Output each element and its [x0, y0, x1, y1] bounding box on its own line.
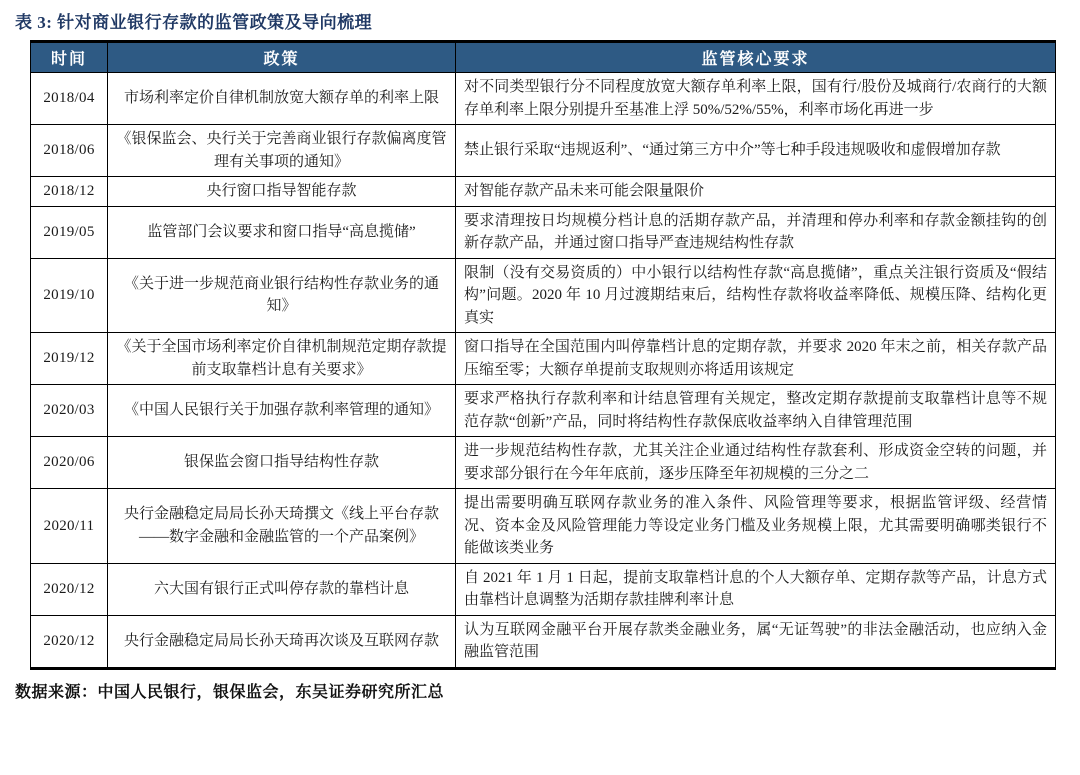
cell-requirement: 提出需要明确互联网存款业务的准入条件、风险管理等要求，根据监管评级、经营情况、资本金及风险管理能力等设定业务门槛及业务规模上限，尤其需要明确哪类银行不能做该类业务: [456, 489, 1056, 564]
cell-policy: 市场利率定价自律机制放宽大额存单的利率上限: [108, 73, 456, 125]
table-row: [31, 563, 1056, 615]
col-header-policy: 政策: [108, 42, 456, 73]
table-row: [31, 73, 1056, 125]
cell-requirement: 对不同类型银行分不同程度放宽大额存单利率上限，国有行/股份及城商行/农商行的大额存单利率上限分别提升至基准上浮 50%/52%/55%，利率市场化再进一步: [456, 73, 1056, 125]
cell-date: 2020/12: [31, 615, 108, 668]
header-row: [31, 42, 1056, 73]
cell-date: 2020/06: [31, 437, 108, 489]
cell-policy: 央行窗口指导智能存款: [108, 177, 456, 207]
cell-policy: 央行金融稳定局局长孙天琦再次谈及互联网存款: [108, 615, 456, 668]
cell-date: 2020/03: [31, 385, 108, 437]
cell-requirement: 窗口指导在全国范围内叫停靠档计息的定期存款，并要求 2020 年末之前，相关存款产品压缩至零；大额存单提前支取规则亦将适用该规定: [456, 333, 1056, 385]
table-row: [31, 206, 1056, 258]
table-row: [31, 258, 1056, 333]
cell-requirement: 要求严格执行存款利率和计结息管理有关规定，整改定期存款提前支取靠档计息等不规范存款“创新”产品，同时将结构性存款保底收益率纳入自律管理范围: [456, 385, 1056, 437]
cell-date: 2019/05: [31, 206, 108, 258]
cell-date: 2019/12: [31, 333, 108, 385]
table-title: 表 3: 针对商业银行存款的监管政策及导向梳理: [15, 13, 373, 32]
table-row: [31, 333, 1056, 385]
cell-policy: 监管部门会议要求和窗口指导“高息揽储”: [108, 206, 456, 258]
cell-policy: 《银保监会、央行关于完善商业银行存款偏离度管理有关事项的通知》: [108, 125, 456, 177]
table-row: [31, 489, 1056, 564]
cell-requirement: 禁止银行采取“违规返利”、“通过第三方中介”等七种手段违规吸收和虚假增加存款: [456, 125, 1056, 177]
policy-table: [30, 40, 1056, 670]
cell-date: 2020/11: [31, 489, 108, 564]
cell-requirement: 限制（没有交易资质的）中小银行以结构性存款“高息揽储”，重点关注银行资质及“假结构”问题。2020 年 10 月过渡期结束后，结构性存款将收益率降低、规模压降、结构化更真实: [456, 258, 1056, 333]
cell-policy: 《关于全国市场利率定价自律机制规范定期存款提前支取靠档计息有关要求》: [108, 333, 456, 385]
cell-policy: 《关于进一步规范商业银行结构性存款业务的通知》: [108, 258, 456, 333]
cell-policy: 六大国有银行正式叫停存款的靠档计息: [108, 563, 456, 615]
cell-requirement: 对智能存款产品未来可能会限量限价: [456, 177, 1056, 207]
cell-policy: 银保监会窗口指导结构性存款: [108, 437, 456, 489]
table-body: [31, 73, 1056, 669]
table-row: [31, 177, 1056, 207]
data-source-note: 数据来源：中国人民银行，银保监会，东吴证券研究所汇总: [15, 683, 445, 701]
cell-requirement: 自 2021 年 1 月 1 日起，提前支取靠档计息的个人大额存单、定期存款等产品，计息方式由靠档计息调整为活期存款挂牌利率计息: [456, 563, 1056, 615]
cell-date: 2018/04: [31, 73, 108, 125]
cell-policy: 央行金融稳定局局长孙天琦撰文《线上平台存款——数字金融和金融监管的一个产品案例》: [108, 489, 456, 564]
table-header: [31, 42, 1056, 73]
table-row: [31, 385, 1056, 437]
cell-date: 2018/12: [31, 177, 108, 207]
col-header-time: 时间: [31, 42, 108, 73]
table-row: [31, 437, 1056, 489]
col-header-requirement: 监管核心要求: [456, 42, 1056, 73]
table-row: [31, 615, 1056, 668]
cell-policy: 《中国人民银行关于加强存款利率管理的通知》: [108, 385, 456, 437]
cell-requirement: 进一步规范结构性存款，尤其关注企业通过结构性存款套利、形成资金空转的问题，并要求部分银行在今年年底前，逐步压降至年初规模的三分之二: [456, 437, 1056, 489]
cell-date: 2019/10: [31, 258, 108, 333]
cell-requirement: 要求清理按日均规模分档计息的活期存款产品，并清理和停办利率和存款金额挂钩的创新存款产品，并通过窗口指导严查违规结构性存款: [456, 206, 1056, 258]
table-row: [31, 125, 1056, 177]
cell-requirement: 认为互联网金融平台开展存款类金融业务，属“无证驾驶”的非法金融活动，也应纳入金融监管范围: [456, 615, 1056, 668]
cell-date: 2018/06: [31, 125, 108, 177]
cell-date: 2020/12: [31, 563, 108, 615]
